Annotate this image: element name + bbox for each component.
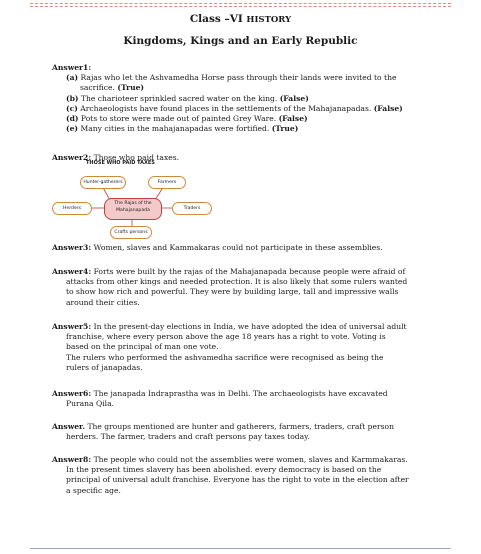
answer5-label: Answer5: xyxy=(52,322,92,331)
answer3-block: Answer3: Women, slaves and Kammakaras could not participate in these assemblies. xyxy=(52,243,383,252)
answer4-block: Answer4: Forts were built by the rajas of the Mahajanapada because people were afraid of attacks from other kings and needed protection. It is also likely that some rulers wanted to show how rich and powerful. They were by building large, tall and impressive walls around their cities. xyxy=(52,267,408,307)
diagram-title: THOSE WHO PAID TAXES xyxy=(86,160,155,166)
answer2-text: Those who paid taxes. xyxy=(93,153,180,162)
class-label: Class –VI xyxy=(189,13,243,25)
answer7-label: Answer. xyxy=(52,422,86,431)
answer6-label: Answer6: xyxy=(52,389,92,398)
answer5-block: Answer5: In the present-day elections in India, we have adopted the idea of universal adult franchise, where every person above the age 18 years has a right to vote. Voting is based on the principal of man one vote. The rulers who performed the ashvamedha sacrifice were recognised as being the rulers of janapadas. xyxy=(52,322,407,372)
answer1-block xyxy=(52,63,452,134)
diagram-connectors xyxy=(52,158,282,238)
node-center-rajas: The Rajas of the Mahajanapada xyxy=(104,198,162,220)
answer7-block: Answer. The groups mentioned are hunter and gatherers, farmers, traders, craft person herders. The farmer, traders and craft persons pay taxes today. xyxy=(52,422,395,442)
list-item: (c) Archaeologists have found places in the settlements of the Mahajanapadas. (False) xyxy=(66,103,403,113)
page-title xyxy=(0,13,481,25)
list-item: sacrifice. (True) xyxy=(80,83,145,93)
answer4-label: Answer4: xyxy=(52,267,92,276)
taxpayers-diagram xyxy=(52,158,282,238)
list-item: (e) Many cities in the mahajanapadas were fortified. (True) xyxy=(66,124,299,134)
node-hunter-gatherers: Hunter-gatherers xyxy=(80,176,126,189)
answer8-block: Answer8: The people who could not the assemblies were women, slaves and Karmmakaras. In the present times slavery has been abolished. every democracy is based on the principal of universal adult franchise. Everyone has the right to vote in the election after a specific age. xyxy=(52,455,409,495)
chapter-title: Kingdoms, Kings and an Early Republic xyxy=(123,35,358,47)
node-crafts-persons: Crafts persons xyxy=(110,226,152,239)
answer6-block: Answer6: The janapada Indraprastha was in Delhi. The archaeologists have excavated Purana Qila. xyxy=(52,389,388,409)
top-divider xyxy=(30,3,451,4)
answer3-label: Answer3: xyxy=(52,243,92,252)
top-divider xyxy=(30,6,451,7)
list-item: (a) Rajas who let the Ashvamedha Horse pass through their lands were invited to the xyxy=(66,73,397,83)
list-item: (b) The charioteer sprinkled sacred water on the king. (False) xyxy=(66,93,309,103)
list-item: (d) Pots to store were made out of painted Grey Ware. (False) xyxy=(66,114,308,124)
subject-label: HISTORY xyxy=(246,15,292,25)
answer1-label: Answer1: xyxy=(52,63,92,72)
node-farmers: Farmers xyxy=(148,176,186,189)
answer8-label: Answer8: xyxy=(52,455,92,464)
answer2-label: Answer2: xyxy=(52,153,92,162)
node-traders: Traders xyxy=(172,202,212,215)
node-herders: Herders xyxy=(52,202,92,215)
bottom-divider xyxy=(30,548,451,549)
